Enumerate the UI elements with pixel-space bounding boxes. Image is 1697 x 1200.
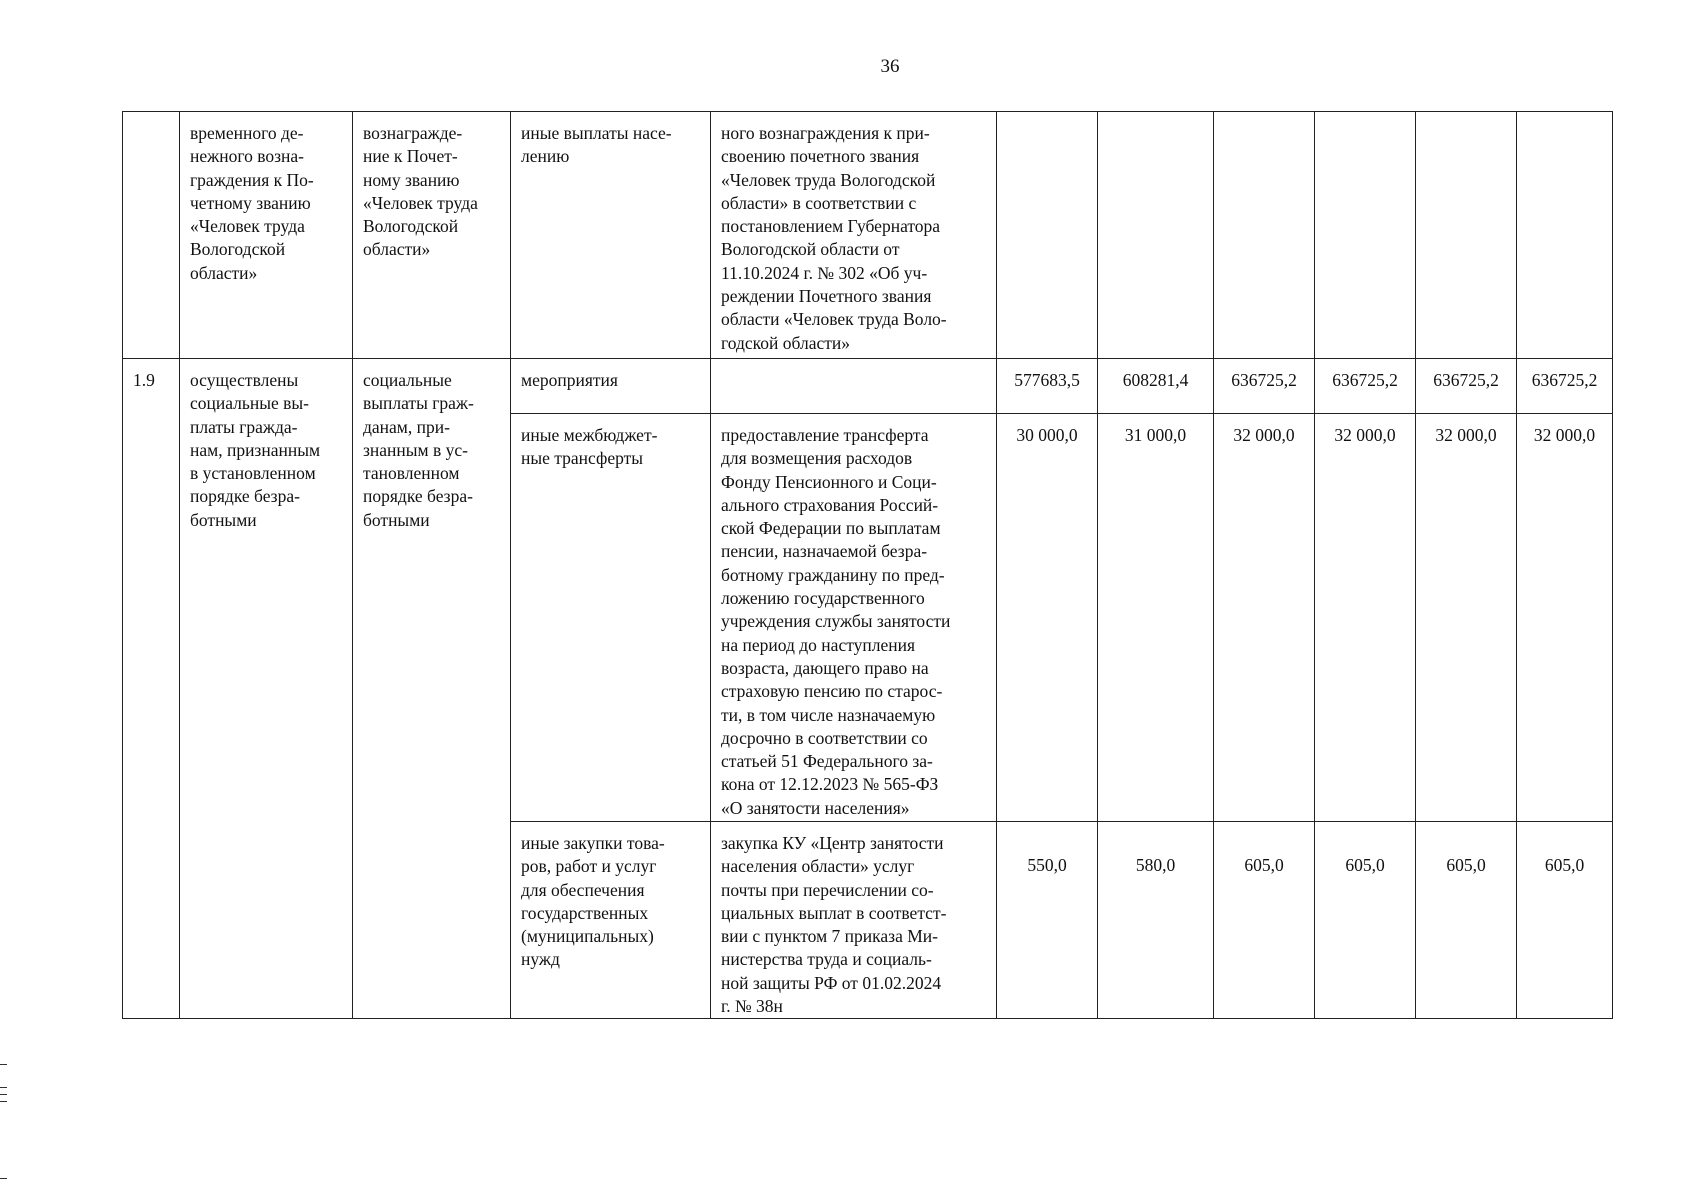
cell-value: 605,0 — [1315, 822, 1416, 1019]
cell-value — [997, 112, 1098, 359]
cell-num: 1.9 — [123, 359, 180, 1019]
cell-indicator: социальные выплаты граж- данам, при- знанным в ус- тановленном порядке безра- ботными — [353, 359, 511, 1019]
cell-value: 636725,2 — [1315, 359, 1416, 414]
cell-value: 636725,2 — [1416, 359, 1517, 414]
cell-value — [1517, 112, 1613, 359]
cell-expense-type: мероприятия — [511, 359, 711, 414]
cell-value — [1416, 112, 1517, 359]
cell-expense-type: иные закупки това- ров, работ и услуг для обеспечения государственных (муниципальных) нужд — [511, 822, 711, 1019]
cell-value — [1098, 112, 1214, 359]
cell-value: 31 000,0 — [1098, 414, 1214, 822]
cell-value: 636725,2 — [1517, 359, 1613, 414]
cell-value: 550,0 — [997, 822, 1098, 1019]
cell-value: 605,0 — [1416, 822, 1517, 1019]
cell-result: осуществлены социальные вы- платы гражда- нам, признанным в установленном порядке безра- ботными — [180, 359, 353, 1019]
cell-value: 580,0 — [1098, 822, 1214, 1019]
cell-value: 577683,5 — [997, 359, 1098, 414]
cell-value — [1315, 112, 1416, 359]
table-row-1-9-measures — [123, 359, 1613, 414]
cell-description: ного вознаграждения к при- своению почетного звания «Человек труда Вологодской области» в соответствии с постановлением Губернатора Вологодской области от 11.10.2024 г. № 302 «Об уч- реждении Почетного звания области «Человек труда Воло- годской области» — [711, 112, 997, 359]
table-row-continued — [123, 112, 1613, 359]
cell-value — [1214, 112, 1315, 359]
cell-value: 32 000,0 — [1315, 414, 1416, 822]
cell-num — [123, 112, 180, 359]
cell-value: 608281,4 — [1098, 359, 1214, 414]
cell-value: 30 000,0 — [997, 414, 1098, 822]
cell-expense-type: иные выплаты насе- лению — [511, 112, 711, 359]
cell-value: 605,0 — [1517, 822, 1613, 1019]
cell-description: закупка КУ «Центр занятости населения области» услуг почты при перечислении со- циальных выплат в соответст- вии с пунктом 7 приказа Ми- нистерства труда и социаль- ной защиты РФ от 01.02.2024 г. № 38н — [711, 822, 997, 1019]
cell-value: 636725,2 — [1214, 359, 1315, 414]
cell-description: предоставление трансферта для возмещения расходов Фонду Пенсионного и Соци- ального страхования Россий- ской Федерации по выплатам пенсии, назначаемой безра- ботному гражданину по пред- ложению государственного учреждения службы занятости на период до наступления возраста, дающего право на страховую пенсию по старос- ти, в том числе назначаемую досрочно в соответствии со статьей 51 Федерального за- кона от 12.12.2023 № 565-ФЗ «О занятости населения» — [711, 414, 997, 822]
margin-tick — [0, 1087, 7, 1088]
margin-tick — [0, 1178, 7, 1179]
cell-value: 32 000,0 — [1416, 414, 1517, 822]
cell-value: 32 000,0 — [1214, 414, 1315, 822]
cell-result: временного де- нежного возна- граждения к По- четному званию «Человек труда Вологодской области» — [180, 112, 353, 359]
cell-indicator: вознагражде- ние к Почет- ному званию «Человек труда Вологодской области» — [353, 112, 511, 359]
page-number: 36 — [880, 56, 900, 77]
margin-tick — [0, 1094, 7, 1095]
cell-expense-type: иные межбюджет- ные трансферты — [511, 414, 711, 822]
budget-table — [122, 111, 1613, 1019]
cell-description — [711, 359, 997, 414]
cell-value: 32 000,0 — [1517, 414, 1613, 822]
margin-tick — [0, 1101, 7, 1102]
cell-value: 605,0 — [1214, 822, 1315, 1019]
margin-tick — [0, 1064, 7, 1065]
